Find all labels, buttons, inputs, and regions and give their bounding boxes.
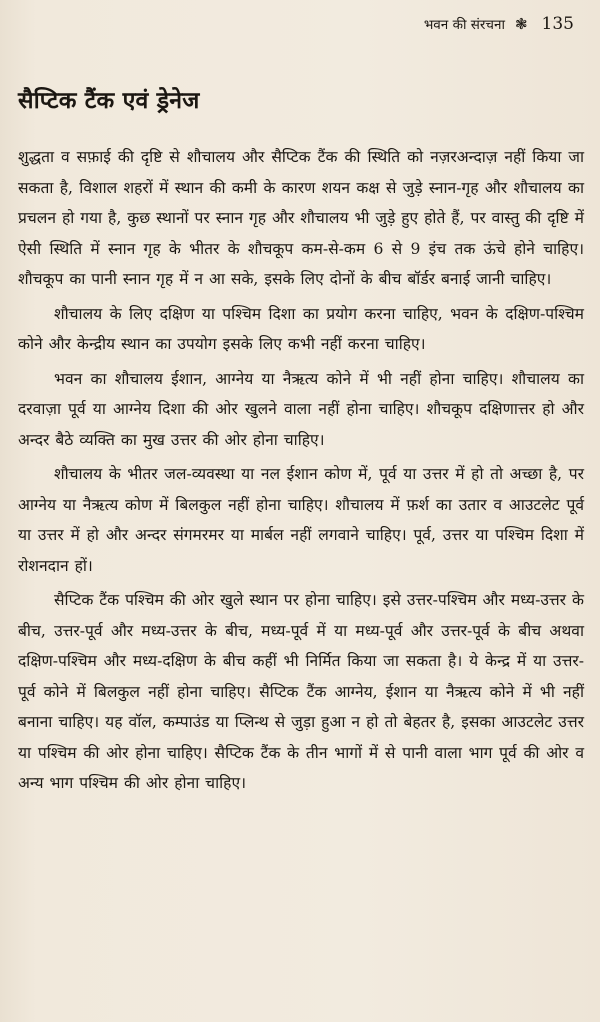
chapter-title: भवन की संरचना [423, 17, 505, 33]
section-heading: सैप्टिक टैंक एवं ड्रेनेज [18, 87, 200, 114]
page-number: 135 [541, 14, 574, 34]
paragraph: भवन का शौचालय ईशान, आग्नेय या नैऋत्य कोने में भी नहीं होना चाहिए। शौचालय का दरवाज़ा पूर्व या आग्नेय दिशा की ओर खुलने वाला नहीं होना चाहिए। शौचकूप दक्षिणात्तर हो और अन्दर बैठे व्यक्ति का मुख उत्तर की ओर होना चाहिए। [18, 369, 584, 449]
paragraph: सैप्टिक टैंक पश्चिम की ओर खुले स्थान पर होना चाहिए। इसे उत्तर-पश्चिम और मध्य-उत्तर के बीच, उत्तर-पूर्व और मध्य-उत्तर के बीच, मध्य-पूर्व में या मध्य-पूर्व और उत्तर-पूर्व के बीच अथवा दक्षिण-पश्चिम और मध्य-दक्षिण के बीच कहीं भी निर्मित किया जा सकता है। ये केन्द्र में या उत्तर-पूर्व कोने में बिलकुल नहीं होना चाहिए। सैप्टिक टैंक आग्नेय, ईशान या नैऋत्य कोने में भी नहीं बनाना चाहिए। यह वॉल, कम्पाउंड या प्लिन्थ से जुड़ा हुआ न हो तो बेहतर है, इसका आउटलेट उत्तर या पश्चिम की ओर होना चाहिए। सैप्टिक टैंक के तीन भागों में से पानी वाला भाग पूर्व की ओर व अन्य भाग पश्चिम की ओर होना चाहिए। [18, 591, 584, 792]
paragraph: शौचालय के भीतर जल-व्यवस्था या नल ईशान कोण में, पूर्व या उत्तर में हो तो अच्छा है, पर आग्नेय या नैऋत्य कोण में बिलकुल नहीं होना चाहिए। शौचालय में फ़र्श का उतार व आउटलेट पूर्व या उत्तर में हो और अन्दर संगमरमर या मार्बल नहीं लगवाने चाहिए। पूर्व, उत्तर या पश्चिम दिशा में रोशनदान हों। [18, 465, 584, 575]
paragraph: शुद्धता व सफ़ाई की दृष्टि से शौचालय और सैप्टिक टैंक की स्थिति को नज़रअन्दाज़ नहीं किया जा सकता है, विशाल शहरों में स्थान की कमी के कारण शयन कक्ष से जुड़े स्नान-गृह और शौचालय का प्रचलन हो गया है, कुछ स्थानों पर स्नान गृह और शौचालय भी जुड़े हुए होते हैं, पर वास्तु की दृष्टि में ऐसी स्थिति में स्नान गृह के भीतर के शौचकूप कम-से-कम 6 से 9 इंच तक ऊंचे होने चाहिए। शौचकूप का पानी स्नान गृह में न आ सके, इसके लिए दोनों के बीच बॉर्डर बनाई जानी चाहिए। [18, 148, 584, 288]
flower-ornament-icon: ❃ [514, 14, 528, 33]
body-text [18, 142, 584, 803]
paragraph: शौचालय के लिए दक्षिण या पश्चिम दिशा का प्रयोग करना चाहिए, भवन के दक्षिण-पश्चिम कोने और केन्द्रीय स्थान का उपयोग इसके लिए कभी नहीं करना चाहिए। [18, 304, 584, 353]
running-header [424, 12, 574, 36]
